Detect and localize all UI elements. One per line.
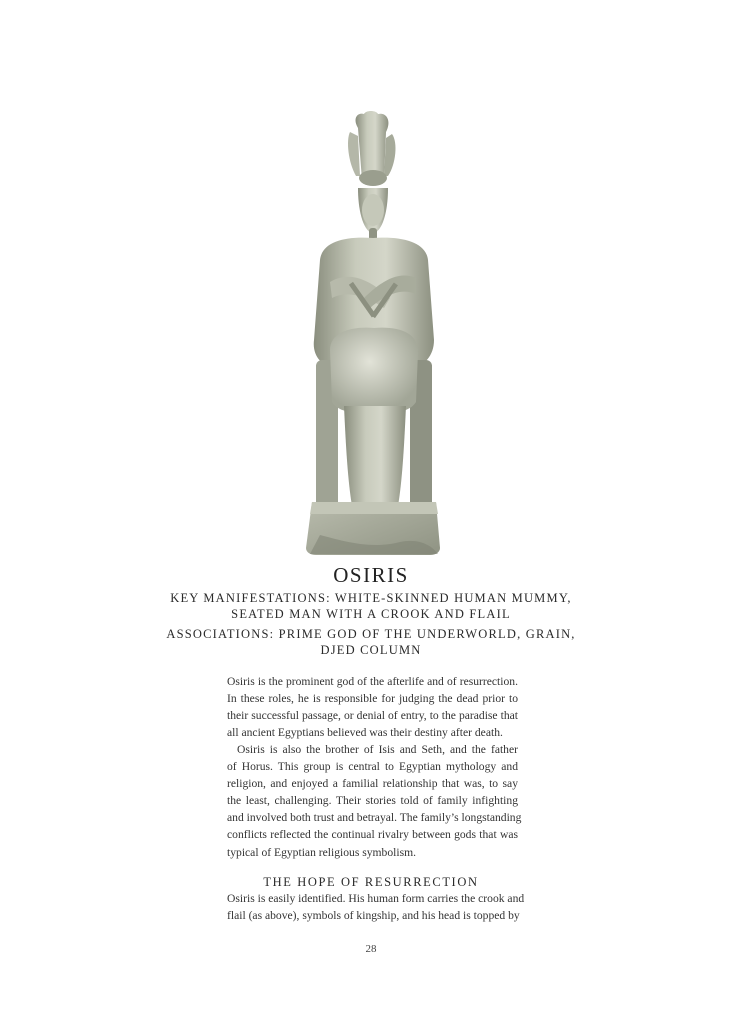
text-line: Osiris is the prominent god of the afterlife and of resurrection. [227, 675, 518, 688]
text-line: of Horus. This group is central to Egyptian mythology and [227, 760, 518, 774]
associations [0, 626, 742, 658]
page-number: 28 [365, 943, 377, 955]
text-line: the least, challenging. Their stories told of family infighting [227, 794, 518, 808]
text-line: Osiris is also the brother of Isis and Seth, and the father [237, 743, 518, 756]
osiris-statue-image [300, 110, 446, 555]
text-line: all ancient Egyptians believed was their destiny after death. [227, 726, 503, 740]
text-line: flail (as above), symbols of kingship, and his head is topped by [227, 909, 520, 923]
text-line: typical of Egyptian religious symbolism. [227, 845, 417, 859]
osiris-statue-figure [300, 110, 446, 555]
text-line: their successful passage, or denial of entry, to the paradise that [227, 709, 518, 723]
text-line: conflicts reflected the continual rivalry between gods that was [227, 828, 518, 842]
text-line: Osiris is easily identified. His human form carries the crook and [227, 892, 525, 905]
associations-line: ASSOCIATIONS: PRIME GOD OF THE UNDERWORLD, GRAIN, [166, 627, 576, 641]
paragraph-family [227, 741, 522, 861]
page-title: OSIRIS [333, 563, 409, 587]
text-line: and involved both trust and betrayal. The family’s longstanding [227, 811, 522, 825]
paragraph-identification [227, 890, 525, 924]
associations-line: DJED COLUMN [320, 643, 422, 657]
section-heading: THE HOPE OF RESURRECTION [263, 875, 479, 889]
manifestations-line: KEY MANIFESTATIONS: WHITE-SKINNED HUMAN MUMMY, [170, 591, 572, 605]
text-line: religion, and enjoyed a familial relationship that was, to say [227, 777, 518, 791]
key-manifestations [0, 590, 742, 622]
paragraph-intro [227, 673, 518, 741]
text-line: In these roles, he is responsible for judging the dead prior to [227, 692, 518, 706]
manifestations-line: SEATED MAN WITH A CROOK AND FLAIL [231, 607, 511, 621]
